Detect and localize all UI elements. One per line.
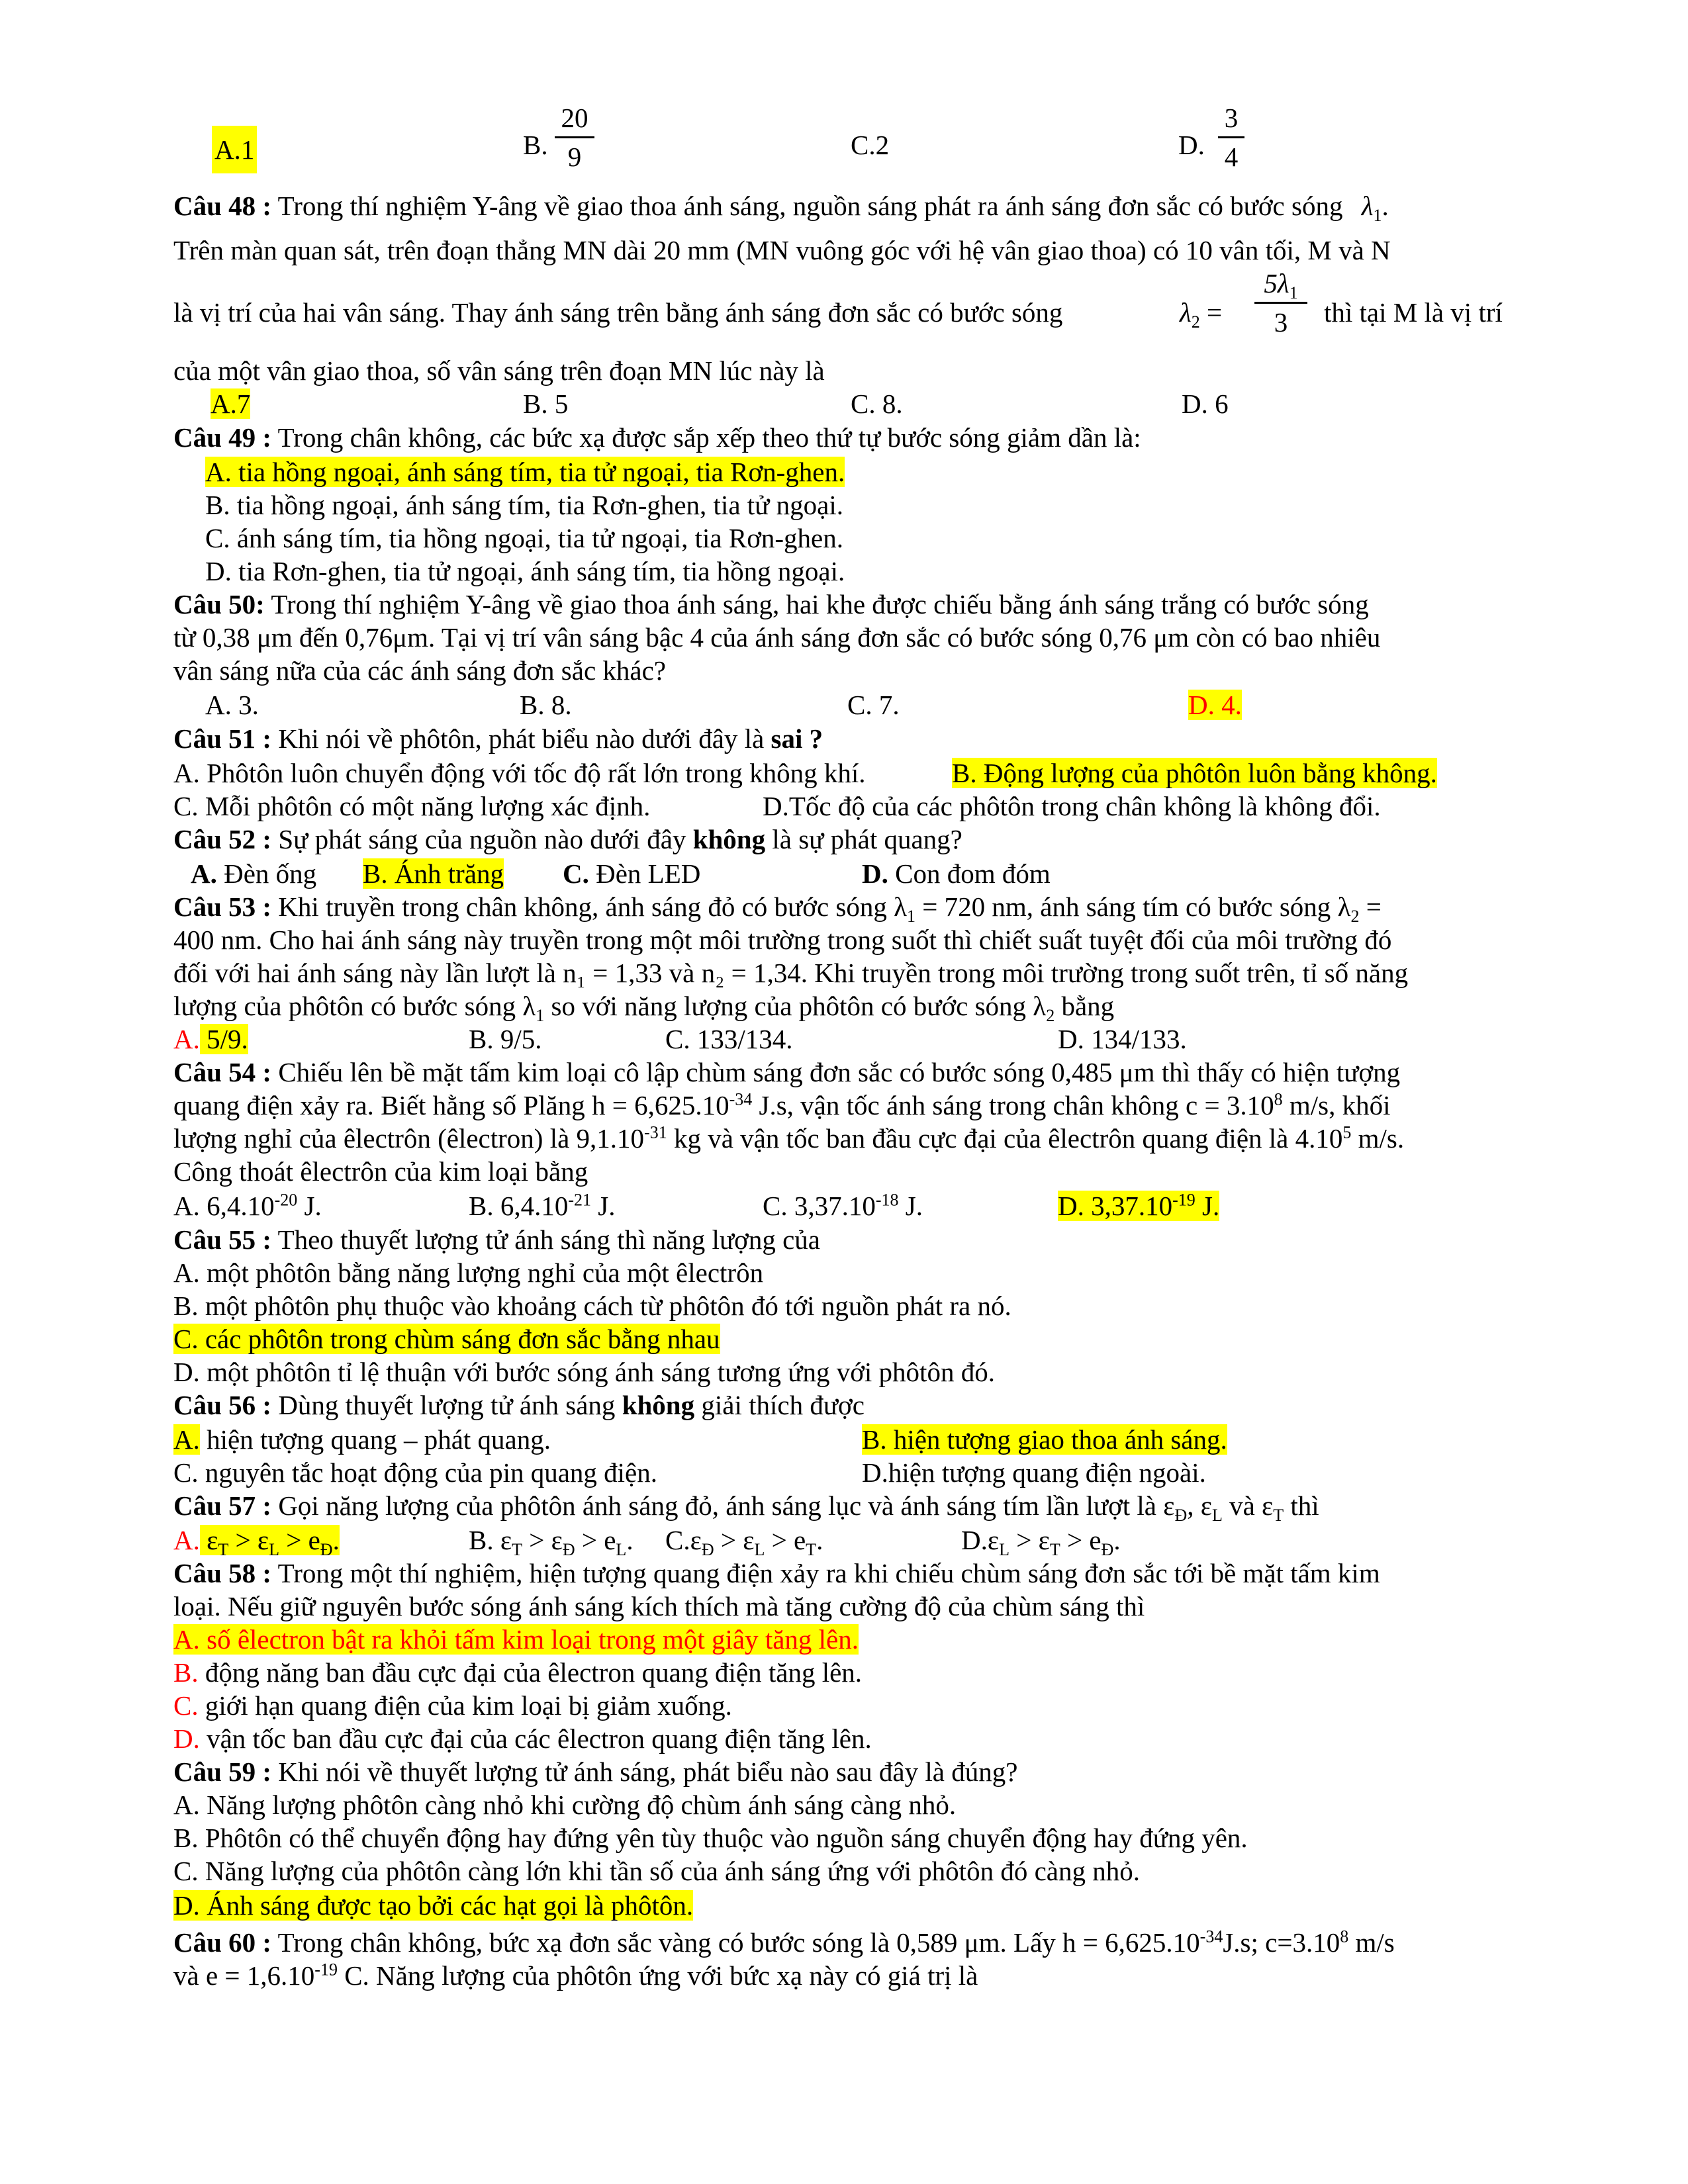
q47-option-d-label: D. <box>1178 130 1205 160</box>
q48-line-1: Câu 48 : Trong thí nghiệm Y-âng về giao thoa ánh sáng, nguồn sáng phát ra ánh sáng đơn sắc có bước sóng $\lambda_1$. <box>173 191 1389 226</box>
q47-option-b-label: B. <box>523 130 548 160</box>
q58-option-d: D. vận tốc ban đầu cực đại của các êlectron quang điện tăng lên. <box>173 1723 872 1754</box>
q57-option-c: $C.\varepsilon_Đ > \varepsilon_L > e_T$. <box>665 1525 823 1560</box>
q51-option-d: D.Tốc độ của các phôtôn trong chân không là không đổi. <box>763 791 1381 821</box>
q54-option-c: C. $3,37.10^{-18}$ J. <box>763 1190 923 1221</box>
q48-line-3-end: thì tại M là vị trí <box>1324 297 1503 328</box>
q48-line-4: của một vân giao thoa, số vân sáng trên đoạn MN lúc này là <box>173 355 825 386</box>
q48-line-3: là vị trí của hai vân sáng. Thay ánh sáng trên bằng ánh sáng đơn sắc có bước sóng <box>173 297 1063 328</box>
q56-option-a: A. hiện tượng quang – phát quang. <box>173 1424 551 1455</box>
q48-line-2: Trên màn quan sát, trên đoạn thẳng MN dài 20 mm (MN vuông góc với hệ vân giao thoa) có 10 vân tối, M và N <box>173 235 1391 265</box>
q55-question: Câu 55 : Theo thuyết lượng tử ánh sáng thì năng lượng của <box>173 1224 820 1255</box>
q56-option-c: C. nguyên tắc hoạt động của pin quang điện. <box>173 1457 657 1488</box>
q51-option-a: A. Phôtôn luôn chuyển động với tốc độ rất lớn trong không khí. <box>173 758 866 788</box>
q59-question: Câu 59 : Khi nói về thuyết lượng tử ánh sáng, phát biểu nào sau đây là đúng? <box>173 1756 1018 1787</box>
q53-option-a: A. 5/9. <box>173 1024 248 1054</box>
q54-line-2: quang điện xảy ra. Biết hằng số Plăng $h = 6,625.10^{-34}$ J.s, vận tốc ánh sáng trong chân không $c = 3.10^8$ m/s, khối <box>173 1089 1391 1120</box>
q50-line-1: Câu 50: Trong thí nghiệm Y-âng về giao thoa ánh sáng, hai khe được chiếu bằng ánh sáng trắng có bước sóng <box>173 589 1369 619</box>
q50-line-3: vân sáng nữa của các ánh sáng đơn sắc khác? <box>173 655 666 686</box>
q47-option-b-fraction: 20 9 <box>555 99 594 175</box>
q58-option-b: B. động năng ban đầu cực đại của êlectron quang điện tăng lên. <box>173 1657 863 1688</box>
q48-option-c: C. 8. <box>851 388 903 419</box>
q52-option-b: B. Ánh trăng <box>363 858 504 889</box>
q57-option-a: A. $\varepsilon_T > \varepsilon_L > e_Đ$. <box>173 1525 340 1560</box>
q51-option-c: C. Mỗi phôtôn có một năng lượng xác định. <box>173 791 651 821</box>
q47-option-c: C.2 <box>851 130 890 160</box>
q57-option-d: $D.\varepsilon_L > \varepsilon_T > e_Đ$. <box>961 1525 1121 1560</box>
q53-line-2: 400 nm. Cho hai ánh sáng này truyền trong một môi trường trong suốt thì chiết suất tuyệt đối của môi trường đó <box>173 925 1392 955</box>
q53-option-d: D. 134/133. <box>1058 1024 1187 1054</box>
q48-option-d: D. 6 <box>1182 388 1229 419</box>
q56-question: Câu 56 : Dùng thuyết lượng tử ánh sáng không giải thích được <box>173 1390 865 1420</box>
q52-option-d: D. Con đom đóm <box>862 858 1051 889</box>
q59-option-d: D. Ánh sáng được tạo bởi các hạt gọi là phôtôn. <box>173 1890 694 1921</box>
q54-line-3: lượng nghỉ của êlectrôn (êlectron) là $9,1.10^{-31}$ kg và vận tốc ban đầu cực đại của êlectrôn quang điện là 4.10$^5$ m/s. <box>173 1122 1405 1154</box>
q47-option-d-fraction: 3 4 <box>1218 99 1244 175</box>
q55-option-d: D. một phôtôn tỉ lệ thuận với bước sóng ánh sáng tương ứng với phôtôn đó. <box>173 1357 995 1387</box>
q56-option-b: B. hiện tượng giao thoa ánh sáng. <box>862 1424 1227 1455</box>
q58-option-c: C. giới hạn quang điện của kim loại bị giảm xuống. <box>173 1690 732 1721</box>
q59-option-c: C. Năng lượng của phôtôn càng lớn khi tần số của ánh sáng ứng với phôtôn đó càng nhỏ. <box>173 1856 1140 1886</box>
q53-option-c: C. 133/134. <box>665 1024 793 1054</box>
q51-question: Câu 51 : Khi nói về phôtôn, phát biểu nào dưới đây là sai ? <box>173 723 823 754</box>
q57-option-b: B. $\varepsilon_T > \varepsilon_Đ > e_L$. <box>469 1525 633 1560</box>
q55-option-c: C. các phôtôn trong chùm sáng đơn sắc bằng nhau <box>173 1324 720 1354</box>
q50-option-d: D. 4. <box>1188 690 1242 720</box>
q49-option-c: C. ánh sáng tím, tia hồng ngoại, tia tử ngoại, tia Rơn-ghen. <box>205 523 843 553</box>
q58-option-a: A. số êlectron bật ra khỏi tấm kim loại trong một giây tăng lên. <box>173 1624 859 1655</box>
q53-line-1: Câu 53 : Khi truyền trong chân không, ánh sáng đỏ có bước sóng $\lambda_1 = 720$ nm, ánh sáng tím có bước sóng $\lambda_2$ = <box>173 891 1382 927</box>
q49-option-a: A. tia hồng ngoại, ánh sáng tím, tia tử ngoại, tia Rơn-ghen. <box>205 457 845 487</box>
q48-formula-lhs: $\lambda_2$ = <box>1180 297 1223 332</box>
q56-option-d: D.hiện tượng quang điện ngoài. <box>862 1457 1206 1488</box>
q59-option-a: A. Năng lượng phôtôn càng nhỏ khi cường độ chùm ánh sáng càng nhỏ. <box>173 1790 957 1820</box>
q52-option-a: A. Đèn ống <box>191 858 317 889</box>
q54-option-d: D. $3,37.10^{-19}$ J. <box>1058 1190 1220 1221</box>
q58-line-2: loại. Nếu giữ nguyên bước sóng ánh sáng kích thích mà tăng cường độ của chùm sáng thì <box>173 1591 1145 1621</box>
q50-option-b: B. 8. <box>520 690 572 720</box>
q50-option-a: A. 3. <box>205 690 259 720</box>
q55-option-a: A. một phôtôn bằng năng lượng nghỉ của một êlectrôn <box>173 1257 764 1288</box>
q55-option-b: B. một phôtôn phụ thuộc vào khoảng cách từ phôtôn đó tới nguồn phát ra nó. <box>173 1291 1011 1321</box>
q58-line-1: Câu 58 : Trong một thí nghiệm, hiện tượng quang điện xảy ra khi chiếu chùm sáng đơn sắc tới bề mặt tấm kim <box>173 1558 1380 1588</box>
q49-option-d: D. tia Rơn-ghen, tia tử ngoại, ánh sáng tím, tia hồng ngoại. <box>205 556 845 586</box>
q60-line-2: và $e = 1,6.10^{-19}$ C. Năng lượng của phôtôn ứng với bức xạ này có giá trị là <box>173 1960 978 1991</box>
q50-option-c: C. 7. <box>847 690 900 720</box>
q48-option-a: A.7 <box>211 388 251 419</box>
q49-option-b: B. tia hồng ngoại, ánh sáng tím, tia Rơn-ghen, tia tử ngoại. <box>205 490 843 520</box>
q53-line-4: lượng của phôtôn có bước sóng $\lambda_1$ so với năng lượng của phôtôn có bước sóng $\lambda_2$ bằng <box>173 991 1115 1026</box>
q54-line-4: Công thoát êlectrôn của kim loại bằng <box>173 1156 588 1187</box>
q57-question: Câu 57 : Gọi năng lượng của phôtôn ánh sáng đỏ, ánh sáng lục và ánh sáng tím lần lượt là $\varepsilon_Đ$, $\varepsilon_L$ và $\varepsilon_T$ thì <box>173 1490 1319 1525</box>
q51-option-b: B. Động lượng của phôtôn luôn bằng không. <box>952 758 1437 788</box>
q52-question: Câu 52 : Sự phát sáng của nguồn nào dưới đây không là sự phát quang? <box>173 824 962 854</box>
q60-line-1: Câu 60 : Trong chân không, bức xạ đơn sắc vàng có bước sóng là 0,589 μm. Lấy $h = 6,625.10^{-34}J.s$; $c=3.10^8$ m/s <box>173 1927 1395 1958</box>
q48-formula-fraction: $5\lambda_1$ 3 <box>1254 265 1307 341</box>
q53-option-b: B. 9/5. <box>469 1024 542 1054</box>
q49-question: Câu 49 : Trong chân không, các bức xạ được sắp xếp theo thứ tự bước sóng giảm dần là: <box>173 422 1141 453</box>
q48-option-b: B. 5 <box>523 388 569 419</box>
q54-line-1: Câu 54 : Chiếu lên bề mặt tấm kim loại cô lập chùm sáng đơn sắc có bước sóng 0,485 μm thì thấy có hiện tượng <box>173 1057 1401 1087</box>
q48-label: Câu 48 : <box>173 191 272 221</box>
q50-line-2: từ 0,38 μm đến 0,76μm. Tại vị trí vân sáng bậc 4 của ánh sáng đơn sắc có bước sóng 0,76 μm còn có bao nhiêu <box>173 622 1381 653</box>
q52-option-c: C. Đèn LED <box>563 858 701 889</box>
q54-option-b: B. $6,4.10^{-21}$ J. <box>469 1190 616 1221</box>
q47-option-a: A.1 <box>212 126 257 173</box>
q53-line-3: đối với hai ánh sáng này lần lượt là n₁ = 1,33 và n₂ = 1,34. Khi truyền trong môi trường trong suốt trên, tỉ số năng <box>173 958 1409 988</box>
q59-option-b: B. Phôtôn có thể chuyển động hay đứng yên tùy thuộc vào nguồn sáng chuyển động hay đứng yên. <box>173 1823 1248 1853</box>
q54-option-a: A. $6,4.10^{-20}$ J. <box>173 1190 322 1221</box>
